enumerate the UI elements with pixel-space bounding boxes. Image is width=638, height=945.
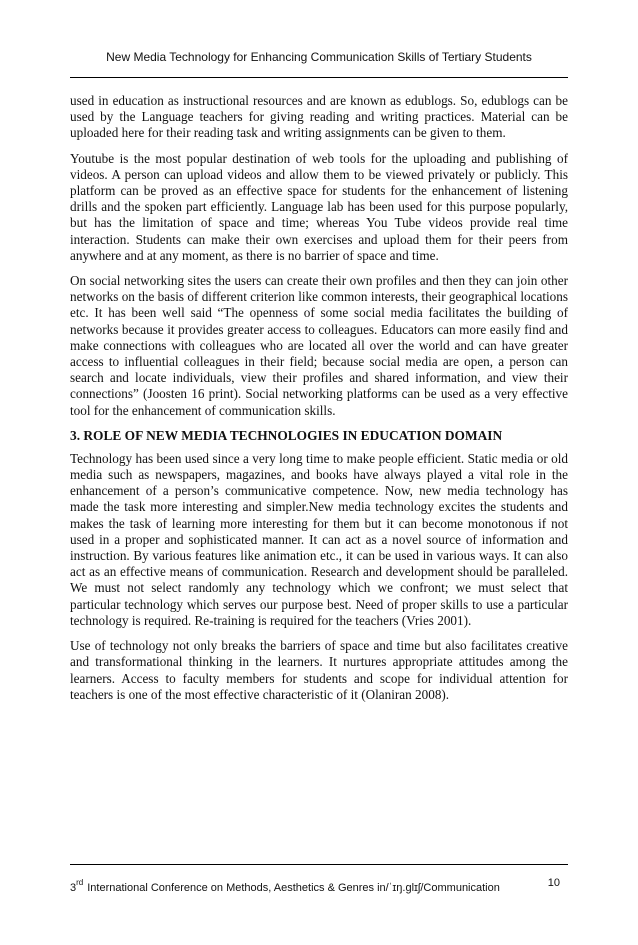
- paragraph-edublogs: used in education as instructional resources and are known as edublogs. So, edublogs can be used by the Language teachers for giving reading and writing practices. Material can be uploaded here for their reading task and writing assignments can be given to them.: [70, 93, 568, 141]
- body-text: [70, 93, 568, 712]
- conference-name: International Conference on Methods, Aesthetics & Genres in/ˈɪŋ.glɪʃ/Communication: [87, 882, 500, 894]
- page-number: 10: [547, 877, 560, 889]
- section-heading: 3. ROLE OF NEW MEDIA TECHNOLOGIES IN EDUCATION DOMAIN: [70, 427, 503, 443]
- footer-divider: [70, 864, 568, 865]
- page-footer: [70, 876, 568, 895]
- conference-ordinal: 3: [70, 882, 77, 894]
- conference-ordinal-suffix: rd: [76, 878, 84, 887]
- running-header: New Media Technology for Enhancing Communication Skills of Tertiary Students: [106, 50, 532, 64]
- paragraph-technology-role: Technology has been used since a very long time to make people efficient. Static media or old media such as newspapers, magazines, and books have always played a vital role in the enhancement of a person’s communicative competence. Now, new media technology has made the task more interesting and simpler.New media technology excites the students and makes the task of learning more interesting for them but it can become monotonous if not used in a proper and sophisticated manner. It can act as a novel source of information and instruction. By various features like animation etc., it can be used in various ways. It can also act as an effective means of communication. Research and development should be paralleled. We must not select randomly any technology which we confront; we must select that particular technology which serves our purpose best. Need of proper skills to use a particular technology is required. Re-training is required for the teachers (Vries 2001).: [70, 450, 568, 628]
- paragraph-technology-use: Use of technology not only breaks the barriers of space and time but also facilitates creative and transformational thinking in the learners. It nurtures appropriate attitudes among the learners. Access to faculty members for students and scope for individual attention for teachers is one of the most effective characteristic of it (Olaniran 2008).: [70, 638, 568, 702]
- paragraph-social-networking: On social networking sites the users can create their own profiles and then they can join other networks on the basis of different criterion like common interests, their geographical locations etc. It has been well said “The openness of some social media facilitates the building of networks because it provides greater access to colleagues. Educators can more easily find and make connections with colleagues who are located all over the world and can have greater access to influential colleagues in their field; because social media are open, a person can search and locate individuals, view their profiles and shared information, and view their connections” (Joosten 16 print). Social networking platforms can be used as a very effective tool for the enhancement of communication skills.: [70, 273, 568, 418]
- header-divider: [70, 77, 568, 78]
- paragraph-youtube: Youtube is the most popular destination of web tools for the uploading and publishing of videos. A person can upload videos and allow them to be viewed privately or publicly. This platform can be proved as an effective space for students for the enhancement of listening drills and the spoken part efficiently. Language lab has been used for this purpose popularly, but has the limitation of space and time; whereas You Tube videos provide real time interaction. Students can make their own exercises and upload them for their peers from anywhere and at any moment, as there is no barrier of space and time.: [70, 150, 568, 263]
